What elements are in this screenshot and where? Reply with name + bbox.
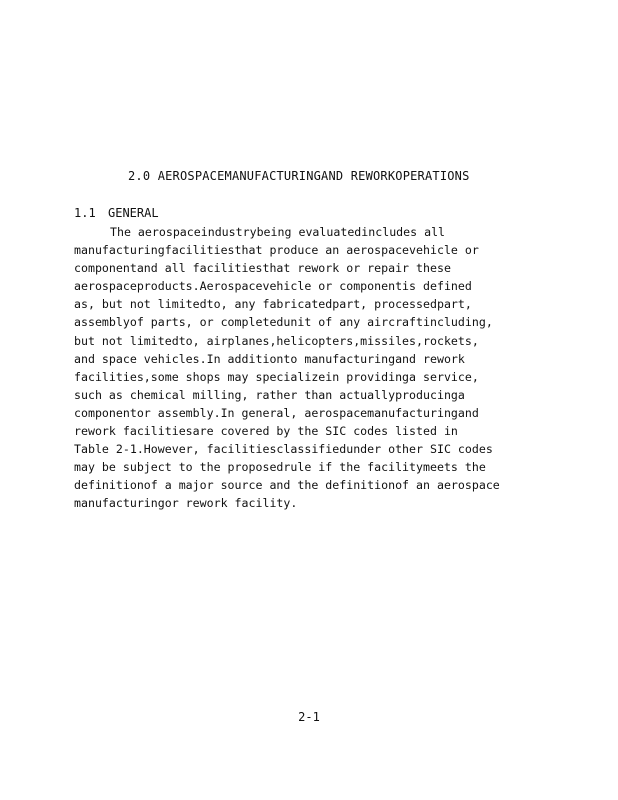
paragraph-line: as, but not limitedto, any fabricatedpart, processedpart, (74, 297, 472, 312)
paragraph-line: assemblyof parts, or completedunit of any aircraftincluding, (74, 315, 493, 330)
paragraph-line: may be subject to the proposedrule if the facilitymeets the (74, 460, 486, 475)
chapter-title: 2.0 AEROSPACEMANUFACTURINGAND REWORKOPERATIONS (128, 169, 470, 183)
paragraph-line: manufacturingfacilitiesthat produce an aerospacevehicle or (74, 243, 479, 258)
paragraph-line: such as chemical milling, rather than actuallyproducinga (74, 387, 465, 402)
paragraph-line: and space vehicles.In additionto manufacturingand rework (74, 351, 465, 366)
body-paragraph (74, 223, 544, 513)
paragraph-line: Table 2-1.However, facilitiesclassifiedunder other SIC codes (74, 442, 493, 457)
section-title: GENERAL (108, 206, 159, 220)
page-number: 2-1 (298, 710, 320, 724)
paragraph-line: but not limitedto, airplanes,helicopters,missiles,rockets, (74, 333, 479, 348)
paragraph-line: facilities,some shops may specializein providinga service, (74, 369, 479, 384)
paragraph-line: componentand all facilitiesthat rework or repair these (74, 261, 451, 276)
paragraph-line: definitionof a major source and the definitionof an aerospace (74, 478, 500, 493)
paragraph-line: manufacturingor rework facility. (74, 496, 298, 511)
section-heading (74, 205, 159, 221)
paragraph-line: componentor assembly.In general, aerospacemanufacturingand (74, 405, 479, 420)
paragraph-line: rework facilitiesare covered by the SIC codes listed in (74, 424, 458, 439)
paragraph-line: The aerospaceindustrybeing evaluatedincludes all (110, 225, 446, 239)
paragraph-line: aerospaceproducts.Aerospacevehicle or componentis defined (74, 279, 472, 294)
section-number: 1.1 (74, 206, 96, 220)
